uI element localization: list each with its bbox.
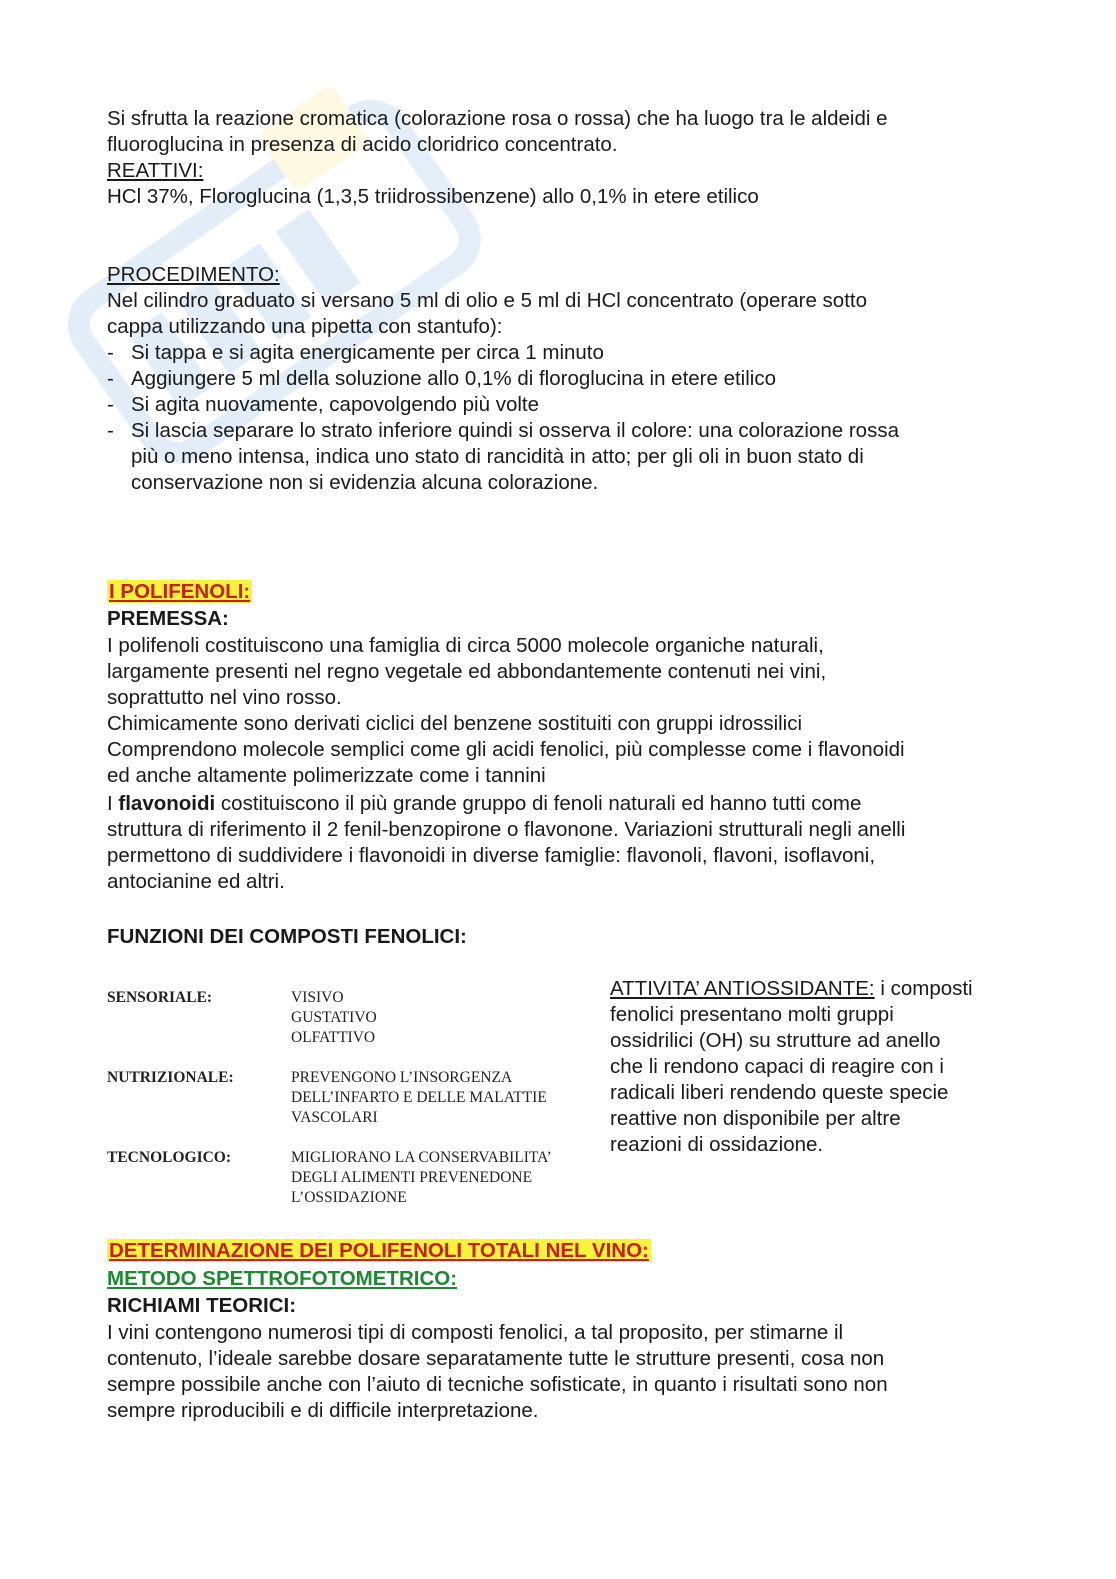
polifenoli-line: I polifenoli costituiscono una famiglia di circa 5000 molecole organiche naturali, xyxy=(107,634,824,657)
antiossidante-line: radicali liberi rendendo queste specie xyxy=(610,1081,949,1104)
intro-line-2: fluoroglucina in presenza di acido cloridrico concentrato. xyxy=(107,133,618,156)
funzioni-key: TECNOLOGICO: xyxy=(107,1149,232,1166)
flavonoidi-prefix: I xyxy=(107,792,119,815)
procedimento-line-1: Nel cilindro graduato si versano 5 ml di olio e 5 ml di HCl concentrato (operare sotto xyxy=(107,289,868,312)
antiossidante-line: fenolici presentano molti gruppi xyxy=(610,1003,894,1026)
funzioni-value: VISIVO xyxy=(291,989,344,1006)
funzioni-value: MIGLIORANO LA CONSERVABILITA’ xyxy=(291,1149,552,1166)
antiossidante-first: i composti xyxy=(874,977,973,1000)
polifenoli-line: Comprendono molecole semplici come gli acidi fenolici, più complesse come i flavonoidi xyxy=(107,738,905,761)
antiossidante-line: reazioni di ossidazione. xyxy=(610,1133,824,1156)
reattivi-text: HCl 37%, Floroglucina (1,3,5 triidrossibenzene) allo 0,1% in etere etilico xyxy=(107,185,759,208)
antiossidante-line: ossidrilici (OH) su strutture ad anello xyxy=(610,1029,941,1052)
step-4-cont-1: più o meno intensa, indica uno stato di rancidità in atto; per gli oli in buon stato di xyxy=(131,445,864,468)
determinazione-line: contenuto, l’ideale sarebbe dosare separatamente tutte le strutture presenti, cosa non xyxy=(107,1347,885,1370)
metodo-heading-text: METODO SPETTROFOTOMETRICO: xyxy=(107,1267,458,1290)
antiossidante-box xyxy=(610,976,973,1158)
funzioni-key: NUTRIZIONALE: xyxy=(107,1069,234,1086)
richiami-heading: RICHIAMI TEORICI: xyxy=(107,1294,297,1317)
funzioni-heading: FUNZIONI DEI COMPOSTI FENOLICI: xyxy=(107,925,467,948)
polifenoli-line: antocianine ed altri. xyxy=(107,870,285,893)
funzioni-values xyxy=(291,1148,552,1208)
polifenoli-line: soprattutto nel vino rosso. xyxy=(107,686,342,709)
funzioni-value: OLFATTIVO xyxy=(291,1029,376,1046)
polifenoli-line: ed anche altamente polimerizzate come i tannini xyxy=(107,764,546,787)
reattivi-heading: REATTIVI: xyxy=(107,159,204,182)
funzioni-value: DELL’INFARTO E DELLE MALATTIE xyxy=(291,1089,547,1106)
determinazione-line: sempre possibile anche con l’aiuto di tecniche sofisticate, in quanto i risultati sono non xyxy=(107,1373,888,1396)
antiossidante-first-line xyxy=(610,976,973,1002)
polifenoli-title xyxy=(107,579,252,605)
intro-line-1: Si sfrutta la reazione cromatica (colorazione rosa o rossa) che ha luogo tra le aldeidi e xyxy=(107,107,888,130)
step-item: - Si lascia separare lo strato inferiore quindi si osserva il colore: una colorazione rossa xyxy=(107,418,899,444)
flavonoidi-bold: flavonoidi xyxy=(118,792,216,815)
antiossidante-line: reattive non disponibile per altre xyxy=(610,1107,901,1130)
funzioni-value: GUSTATIVO xyxy=(291,1009,377,1026)
antiossidante-heading: ATTIVITA’ ANTIOSSIDANTE: xyxy=(610,977,875,1000)
step-item: - Si agita nuovamente, capovolgendo più volte xyxy=(107,392,899,418)
procedimento-heading: PROCEDIMENTO: xyxy=(107,263,280,286)
polifenoli-line: largamente presenti nel regno vegetale ed abbondantemente contenuti nei vini, xyxy=(107,660,827,683)
funzioni-value: PREVENGONO L’INSORGENZA xyxy=(291,1069,513,1086)
funzioni-key: SENSORIALE: xyxy=(107,989,213,1006)
flavonoidi-rest: costituiscono il più grande gruppo di fenoli naturali ed hanno tutti come xyxy=(215,792,862,815)
procedimento-steps xyxy=(107,340,899,444)
polifenoli-line: Chimicamente sono derivati ciclici del benzene sostituiti con gruppi idrossilici xyxy=(107,712,803,735)
determinazione-line: sempre riproducibili e di difficile interpretazione. xyxy=(107,1399,539,1422)
funzioni-value: DEGLI ALIMENTI PREVENEDONE xyxy=(291,1169,533,1186)
flavonoidi-line xyxy=(107,791,861,817)
funzioni-value: L’OSSIDAZIONE xyxy=(291,1189,407,1206)
polifenoli-line: struttura di riferimento il 2 fenil-benzopirone o flavonone. Variazioni strutturali negli anelli xyxy=(107,818,906,841)
funzioni-value: VASCOLARI xyxy=(291,1109,378,1126)
procedimento-line-2: cappa utilizzando una pipetta con stantufo): xyxy=(107,315,503,338)
funzioni-values xyxy=(291,988,377,1048)
metodo-heading xyxy=(107,1266,457,1292)
step-item: - Aggiungere 5 ml della soluzione allo 0,1% di floroglucina in etere etilico xyxy=(107,366,899,392)
step-4-cont-2: conservazione non si evidenzia alcuna colorazione. xyxy=(131,471,599,494)
polifenoli-title-text: I POLIFENOLI: xyxy=(109,580,251,603)
determinazione-title-text: DETERMINAZIONE DEI POLIFENOLI TOTALI NEL VINO: xyxy=(109,1239,649,1262)
step-item: - Si tappa e si agita energicamente per circa 1 minuto xyxy=(107,340,899,366)
funzioni-values xyxy=(291,1068,547,1128)
polifenoli-line: permettono di suddividere i flavonoidi in diverse famiglie: flavonoli, flavoni, isoflavoni, xyxy=(107,844,876,867)
determinazione-title xyxy=(107,1238,651,1264)
antiossidante-line: che li rendono capaci di reagire con i xyxy=(610,1055,944,1078)
premessa-heading: PREMESSA: xyxy=(107,607,229,630)
determinazione-line: I vini contengono numerosi tipi di composti fenolici, a tal proposito, per stimarne il xyxy=(107,1321,844,1344)
